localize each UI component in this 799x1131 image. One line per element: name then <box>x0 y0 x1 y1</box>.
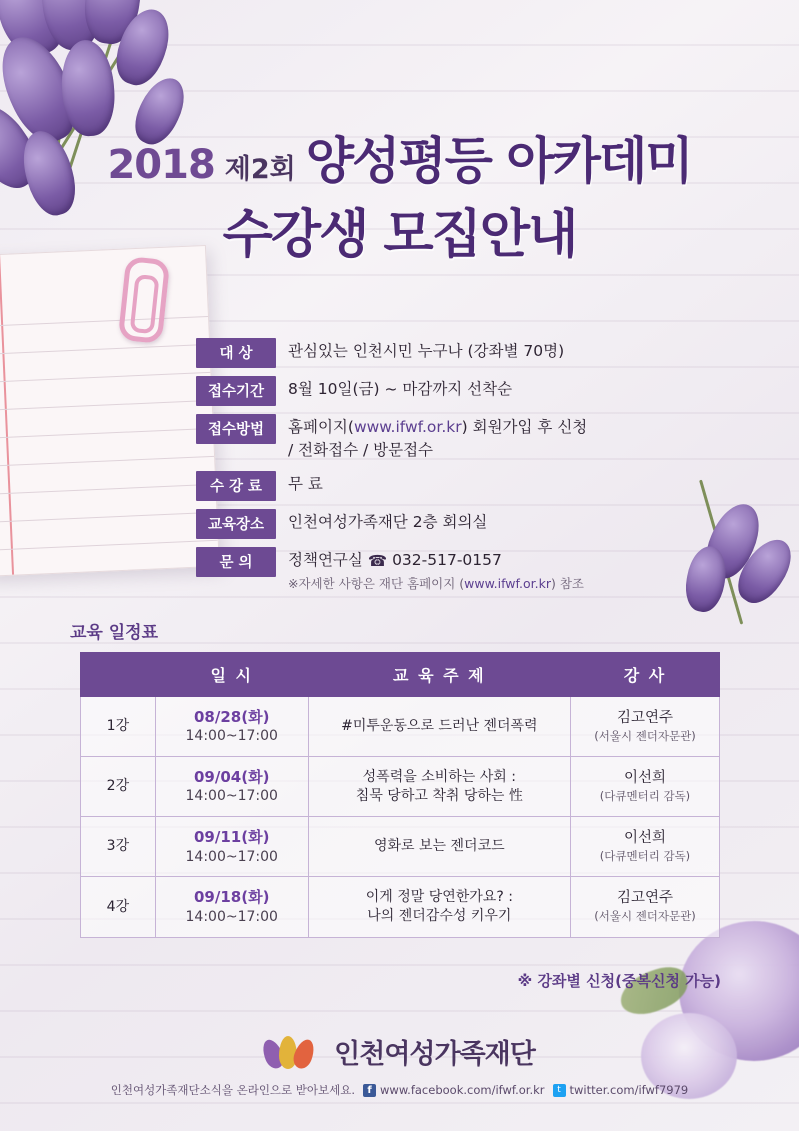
row-datetime <box>155 877 308 937</box>
title-sub: 수강생 모집안내 <box>222 205 577 265</box>
contact-note-pre: ※자세한 사항은 재단 홈페이지 ( <box>288 575 465 591</box>
twitter-icon: t <box>553 1084 566 1097</box>
row-topic-line2: 나의 젠더감수성 키우기 <box>367 907 512 924</box>
info-row-target <box>196 338 756 368</box>
info-value-method <box>276 414 587 463</box>
row-no: 4강 <box>81 877 156 937</box>
row-no: 1강 <box>81 697 156 757</box>
title-year: 2018 <box>107 142 215 188</box>
row-topic-line2: 침묵 당하고 착취 당하는 性 <box>355 787 523 804</box>
organization-logo <box>0 1032 799 1071</box>
schedule-table <box>80 652 720 938</box>
info-label-method: 접수방법 <box>196 414 276 444</box>
poster-title <box>0 132 799 267</box>
info-row-method <box>196 414 756 463</box>
table-row <box>81 877 720 937</box>
table-header-topic: 교 육 주 제 <box>308 653 570 697</box>
title-ordinal: 제2회 <box>224 154 296 185</box>
row-time: 14:00~17:00 <box>185 848 278 865</box>
info-label-period: 접수기간 <box>196 376 276 406</box>
twitter-link[interactable] <box>553 1083 689 1097</box>
row-no: 3강 <box>81 817 156 877</box>
row-date: 08/28(화) <box>194 708 270 726</box>
contact-note <box>288 575 584 594</box>
table-row <box>81 757 720 817</box>
row-lecturer-name: 김고연주 <box>616 890 673 907</box>
info-value-period: 8월 10일(금) ~ 마감까지 선착순 <box>288 380 513 398</box>
phone-icon: ☎ <box>367 551 388 570</box>
info-value-venue: 인천여성가족재단 2층 회의실 <box>288 512 488 531</box>
row-datetime <box>155 817 308 877</box>
table-row <box>81 817 720 877</box>
row-date: 09/18(화) <box>194 888 270 907</box>
facebook-link[interactable] <box>363 1083 545 1097</box>
row-lecturer-org: (다큐멘터리 감독) <box>599 848 691 863</box>
table-header-no <box>81 653 156 697</box>
method-text-pre: 홈페이지( <box>288 418 354 436</box>
info-label-fee: 수 강 료 <box>196 471 276 501</box>
info-row-fee <box>196 471 756 501</box>
organization-name: 인천여성가족재단 <box>334 1039 535 1070</box>
table-row <box>81 697 720 757</box>
schedule-note: ※ 강좌별 신청(중복신청 가능) <box>517 972 721 990</box>
row-topic <box>308 877 570 937</box>
row-time: 14:00~17:00 <box>185 728 278 745</box>
paperclip-decoration <box>118 256 171 344</box>
info-label-venue: 교육장소 <box>196 509 276 539</box>
title-main: 양성평등 아카데미 <box>305 132 692 190</box>
method-text-line2: / 전화접수 / 방문접수 <box>288 441 434 460</box>
row-topic: 영화로 보는 젠더코드 <box>308 817 570 877</box>
table-header-lecturer: 강 사 <box>570 653 719 697</box>
table-header-row <box>81 653 720 697</box>
info-row-contact <box>196 547 756 594</box>
info-row-venue <box>196 509 756 539</box>
row-datetime <box>155 697 308 757</box>
row-lecturer-org: (서울시 젠더자문관) <box>594 909 696 924</box>
table-header-datetime: 일 시 <box>155 653 308 697</box>
row-time: 14:00~17:00 <box>185 788 278 805</box>
method-text-post: ) 회원가입 후 신청 <box>461 418 588 436</box>
row-datetime <box>155 757 308 817</box>
homepage-link[interactable]: www.ifwf.or.kr <box>353 418 462 436</box>
row-topic <box>308 757 570 817</box>
row-time: 14:00~17:00 <box>185 908 278 925</box>
info-row-period <box>196 376 756 406</box>
schedule-title: 교육 일정표 <box>70 623 159 643</box>
row-lecturer <box>570 697 719 757</box>
footer-sns-bar <box>0 1082 799 1098</box>
row-lecturer-name: 이선희 <box>623 830 666 847</box>
contact-dept: 정책연구실 <box>288 550 363 569</box>
row-lecturer-org: (다큐멘터리 감독) <box>599 788 691 803</box>
contact-note-link[interactable]: www.ifwf.or.kr <box>464 575 551 591</box>
row-date: 09/11(화) <box>194 828 270 847</box>
facebook-icon: f <box>363 1084 376 1097</box>
info-value-fee: 무 료 <box>288 474 323 493</box>
row-lecturer <box>570 757 719 817</box>
flame-logo-icon <box>264 1035 324 1069</box>
row-topic-line1: 이게 정말 당연한가요? : <box>365 889 513 906</box>
row-lecturer <box>570 817 719 877</box>
info-value-contact <box>276 547 584 594</box>
row-no: 2강 <box>81 757 156 817</box>
contact-phone: 032-517-0157 <box>392 550 502 569</box>
info-label-contact: 문 의 <box>196 547 276 577</box>
row-topic: #미투운동으로 드러난 젠더폭력 <box>308 697 570 757</box>
contact-note-post: ) 참조 <box>551 575 585 591</box>
row-lecturer <box>570 877 719 937</box>
facebook-url: www.facebook.com/ifwf.or.kr <box>380 1083 545 1097</box>
twitter-url: twitter.com/ifwf7979 <box>569 1083 689 1097</box>
footer-tagline: 인천여성가족재단소식을 온라인으로 받아보세요. <box>110 1083 356 1097</box>
row-date: 09/04(화) <box>194 768 270 787</box>
row-lecturer-org: (서울시 젠더자문관) <box>594 728 696 743</box>
row-topic-line1: 성폭력을 소비하는 사회 : <box>362 768 516 785</box>
info-label-target: 대 상 <box>196 338 276 368</box>
row-lecturer-name: 김고연주 <box>616 710 673 727</box>
info-value-target: 관심있는 인천시민 누구나 (강좌별 70명) <box>288 342 565 360</box>
notepad-decoration <box>0 245 220 577</box>
info-block <box>196 338 756 602</box>
row-lecturer-name: 이선희 <box>623 770 666 787</box>
